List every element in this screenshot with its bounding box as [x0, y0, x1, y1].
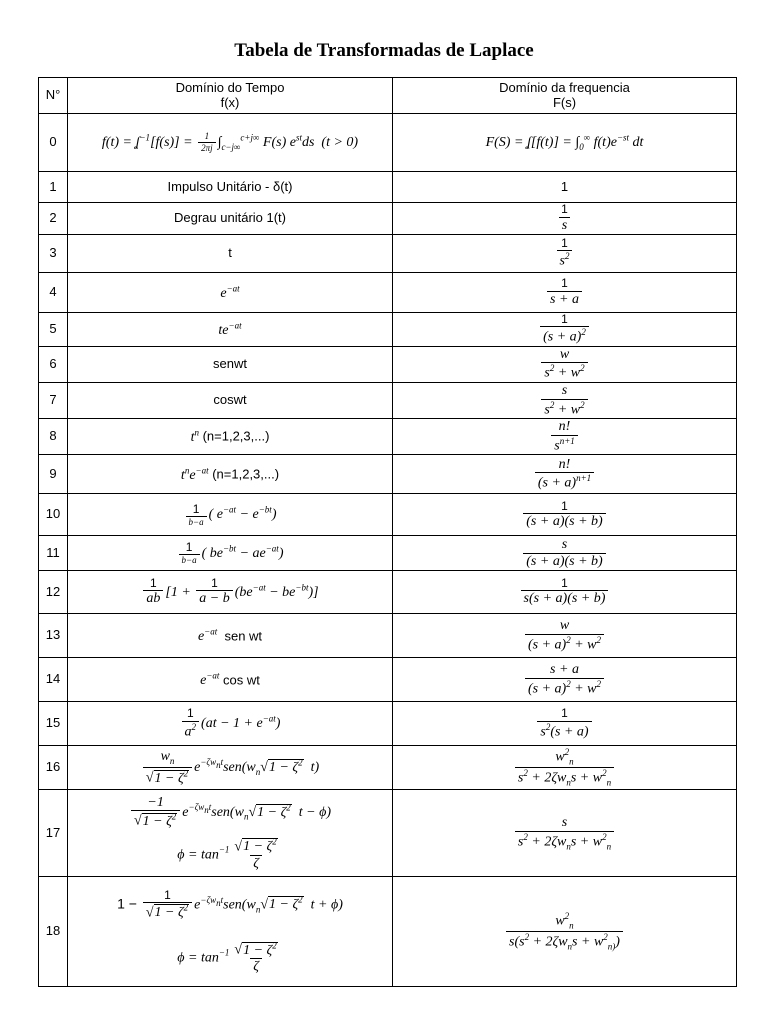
row-number: 11: [39, 536, 68, 571]
freq-formula: F(S) = ʆ[f(t)] = $\int_0^\infty$ $f(t)e^{-st}$ dt: [393, 114, 737, 172]
freq-formula: $\frac{w}{s^2 + w^2}$: [393, 347, 737, 383]
header-row: [39, 78, 737, 114]
freq-formula: $\frac{1}{s(s + a)(s + b)}$: [393, 571, 737, 614]
time-formula: $e^{-at}$ sen wt: [68, 614, 393, 658]
time-formula: $e^{-at}$ cos wt: [68, 658, 393, 702]
row-number: 4: [39, 273, 68, 313]
freq-formula: $\frac{1}{(s + a)(s + b)}$: [393, 494, 737, 536]
freq-formula: $\frac{w}{(s + a)^2 + w^2}$: [393, 614, 737, 658]
time-formula: $t^ne^{-at}$ (n=1,2,3,...): [68, 455, 393, 494]
table-row: [39, 536, 737, 571]
time-formula: $\frac{1}{ab}$ [1 + $\frac{1}{a - b}$ $(be^{-at} - be^{-bt})$]: [68, 571, 393, 614]
header-num: N°: [39, 78, 68, 114]
row-number: 17: [39, 790, 68, 877]
row-number: 2: [39, 203, 68, 235]
page-title: Tabela de Transformadas de Laplace: [234, 40, 534, 61]
row-number: 10: [39, 494, 68, 536]
freq-formula: $\frac{1}{s + a}$: [393, 273, 737, 313]
table-row: [39, 614, 737, 658]
table-row: [39, 571, 737, 614]
table-row: [39, 790, 737, 877]
freq-formula: $\frac{w^2_n}{s^2 + 2\zeta w_ns + w^2_n}$: [393, 746, 737, 790]
time-formula: $\frac{1}{b-a}$ ( $e^{-at} - e^{-bt}$): [68, 494, 393, 536]
header-freq-label: Domínio da frequencia: [499, 79, 630, 95]
row-number: 7: [39, 383, 68, 419]
row-number: 8: [39, 419, 68, 455]
time-formula: $te^{-at}$: [68, 313, 393, 347]
freq-formula: $\frac{n!}{s^{n+1}}$: [393, 419, 737, 455]
freq-formula: $\frac{n!}{(s + a)^{n+1}}$: [393, 455, 737, 494]
time-formula: $\frac{w_n}{√1 - \zeta^2}$ $e^{-\zeta w_nt}sen(w_n√1 - \zeta^2$ t): [68, 746, 393, 790]
time-formula: $t^n$ (n=1,2,3,...): [68, 419, 393, 455]
header-freq-var: F(s): [552, 94, 577, 110]
table-row: [39, 235, 737, 273]
laplace-table: [38, 77, 737, 987]
row-number: 18: [39, 877, 68, 987]
table-row: [39, 419, 737, 455]
time-formula: Impulso Unitário - δ(t): [68, 172, 393, 203]
freq-formula: $\frac{s}{s^2 + 2\zeta w_ns + w^2_n}$: [393, 790, 737, 877]
table-row: [39, 114, 737, 172]
header-time-var: f(x): [220, 94, 240, 110]
table-row: [39, 313, 737, 347]
freq-formula: $\frac{1}{(s + a)^2}$: [393, 313, 737, 347]
row-number: 13: [39, 614, 68, 658]
freq-formula: $\frac{1}{s}$: [393, 203, 737, 235]
time-formula: $\frac{-1}{√1 - \zeta^2}$ $e^{-\zeta w_nt}sen(w_n√1 - \zeta^2$ t − ϕ) $\phi = \tan^{-1}$ $\frac{√1 - \zeta^2}{\zeta}$: [68, 790, 393, 877]
row-number: 15: [39, 702, 68, 746]
time-formula: Degrau unitário 1(t): [68, 203, 393, 235]
time-formula: f(t) = ʆ$^{-1}$[f(s)] = $\frac{1}{2\pi j}$ $\int_{c-j\infty}^{c+j\infty}$ F(s) $e^{st}ds$ (t > 0): [68, 114, 393, 172]
row-number: 5: [39, 313, 68, 347]
table-row: [39, 172, 737, 203]
row-number: 9: [39, 455, 68, 494]
freq-formula: $\frac{s + a}{(s + a)^2 + w^2}$: [393, 658, 737, 702]
table-row: [39, 455, 737, 494]
row-number: 1: [39, 172, 68, 203]
freq-formula: $\frac{s}{(s + a)(s + b)}$: [393, 536, 737, 571]
header-time: [68, 78, 393, 114]
table-row: [39, 494, 737, 536]
freq-formula: $\frac{1}{s^2(s + a)}$: [393, 702, 737, 746]
time-formula: $\frac{1}{a^2}$ $(at - 1 + e^{-at})$: [68, 702, 393, 746]
row-number: 0: [39, 114, 68, 172]
freq-formula: $\frac{s}{s^2 + w^2}$: [393, 383, 737, 419]
row-number: 16: [39, 746, 68, 790]
table-row: [39, 746, 737, 790]
time-formula: 1 − $\frac{1}{√1 - \zeta^2}$ $e^{-\zeta w_nt}sen(w_n√1 - \zeta^2$ t + ϕ) $\phi = \tan^{-1}$ $\frac{√1 - \zeta^2}{\zeta}$: [68, 877, 393, 987]
freq-formula: $\frac{1}{s^2}$: [393, 235, 737, 273]
table-row: [39, 702, 737, 746]
row-number: 14: [39, 658, 68, 702]
row-number: 3: [39, 235, 68, 273]
table-row: [39, 877, 737, 987]
table-row: [39, 273, 737, 313]
row-number: 6: [39, 347, 68, 383]
header-freq: [393, 78, 737, 114]
header-time-label: Domínio do Tempo: [175, 79, 285, 95]
table-row: [39, 203, 737, 235]
table-row: [39, 383, 737, 419]
time-formula: $\frac{1}{b-a}$ ( $be^{-bt} - ae^{-at}$): [68, 536, 393, 571]
table-row: [39, 347, 737, 383]
time-formula: t: [68, 235, 393, 273]
freq-formula: $\frac{w^2_n}{s(s^2 + 2\zeta w_ns + w^2_{n)})}$: [393, 877, 737, 987]
time-formula: $e^{-at}$: [68, 273, 393, 313]
time-formula: coswt: [68, 383, 393, 419]
time-formula: senwt: [68, 347, 393, 383]
table-row: [39, 658, 737, 702]
freq-formula: 1: [393, 172, 737, 203]
row-number: 12: [39, 571, 68, 614]
